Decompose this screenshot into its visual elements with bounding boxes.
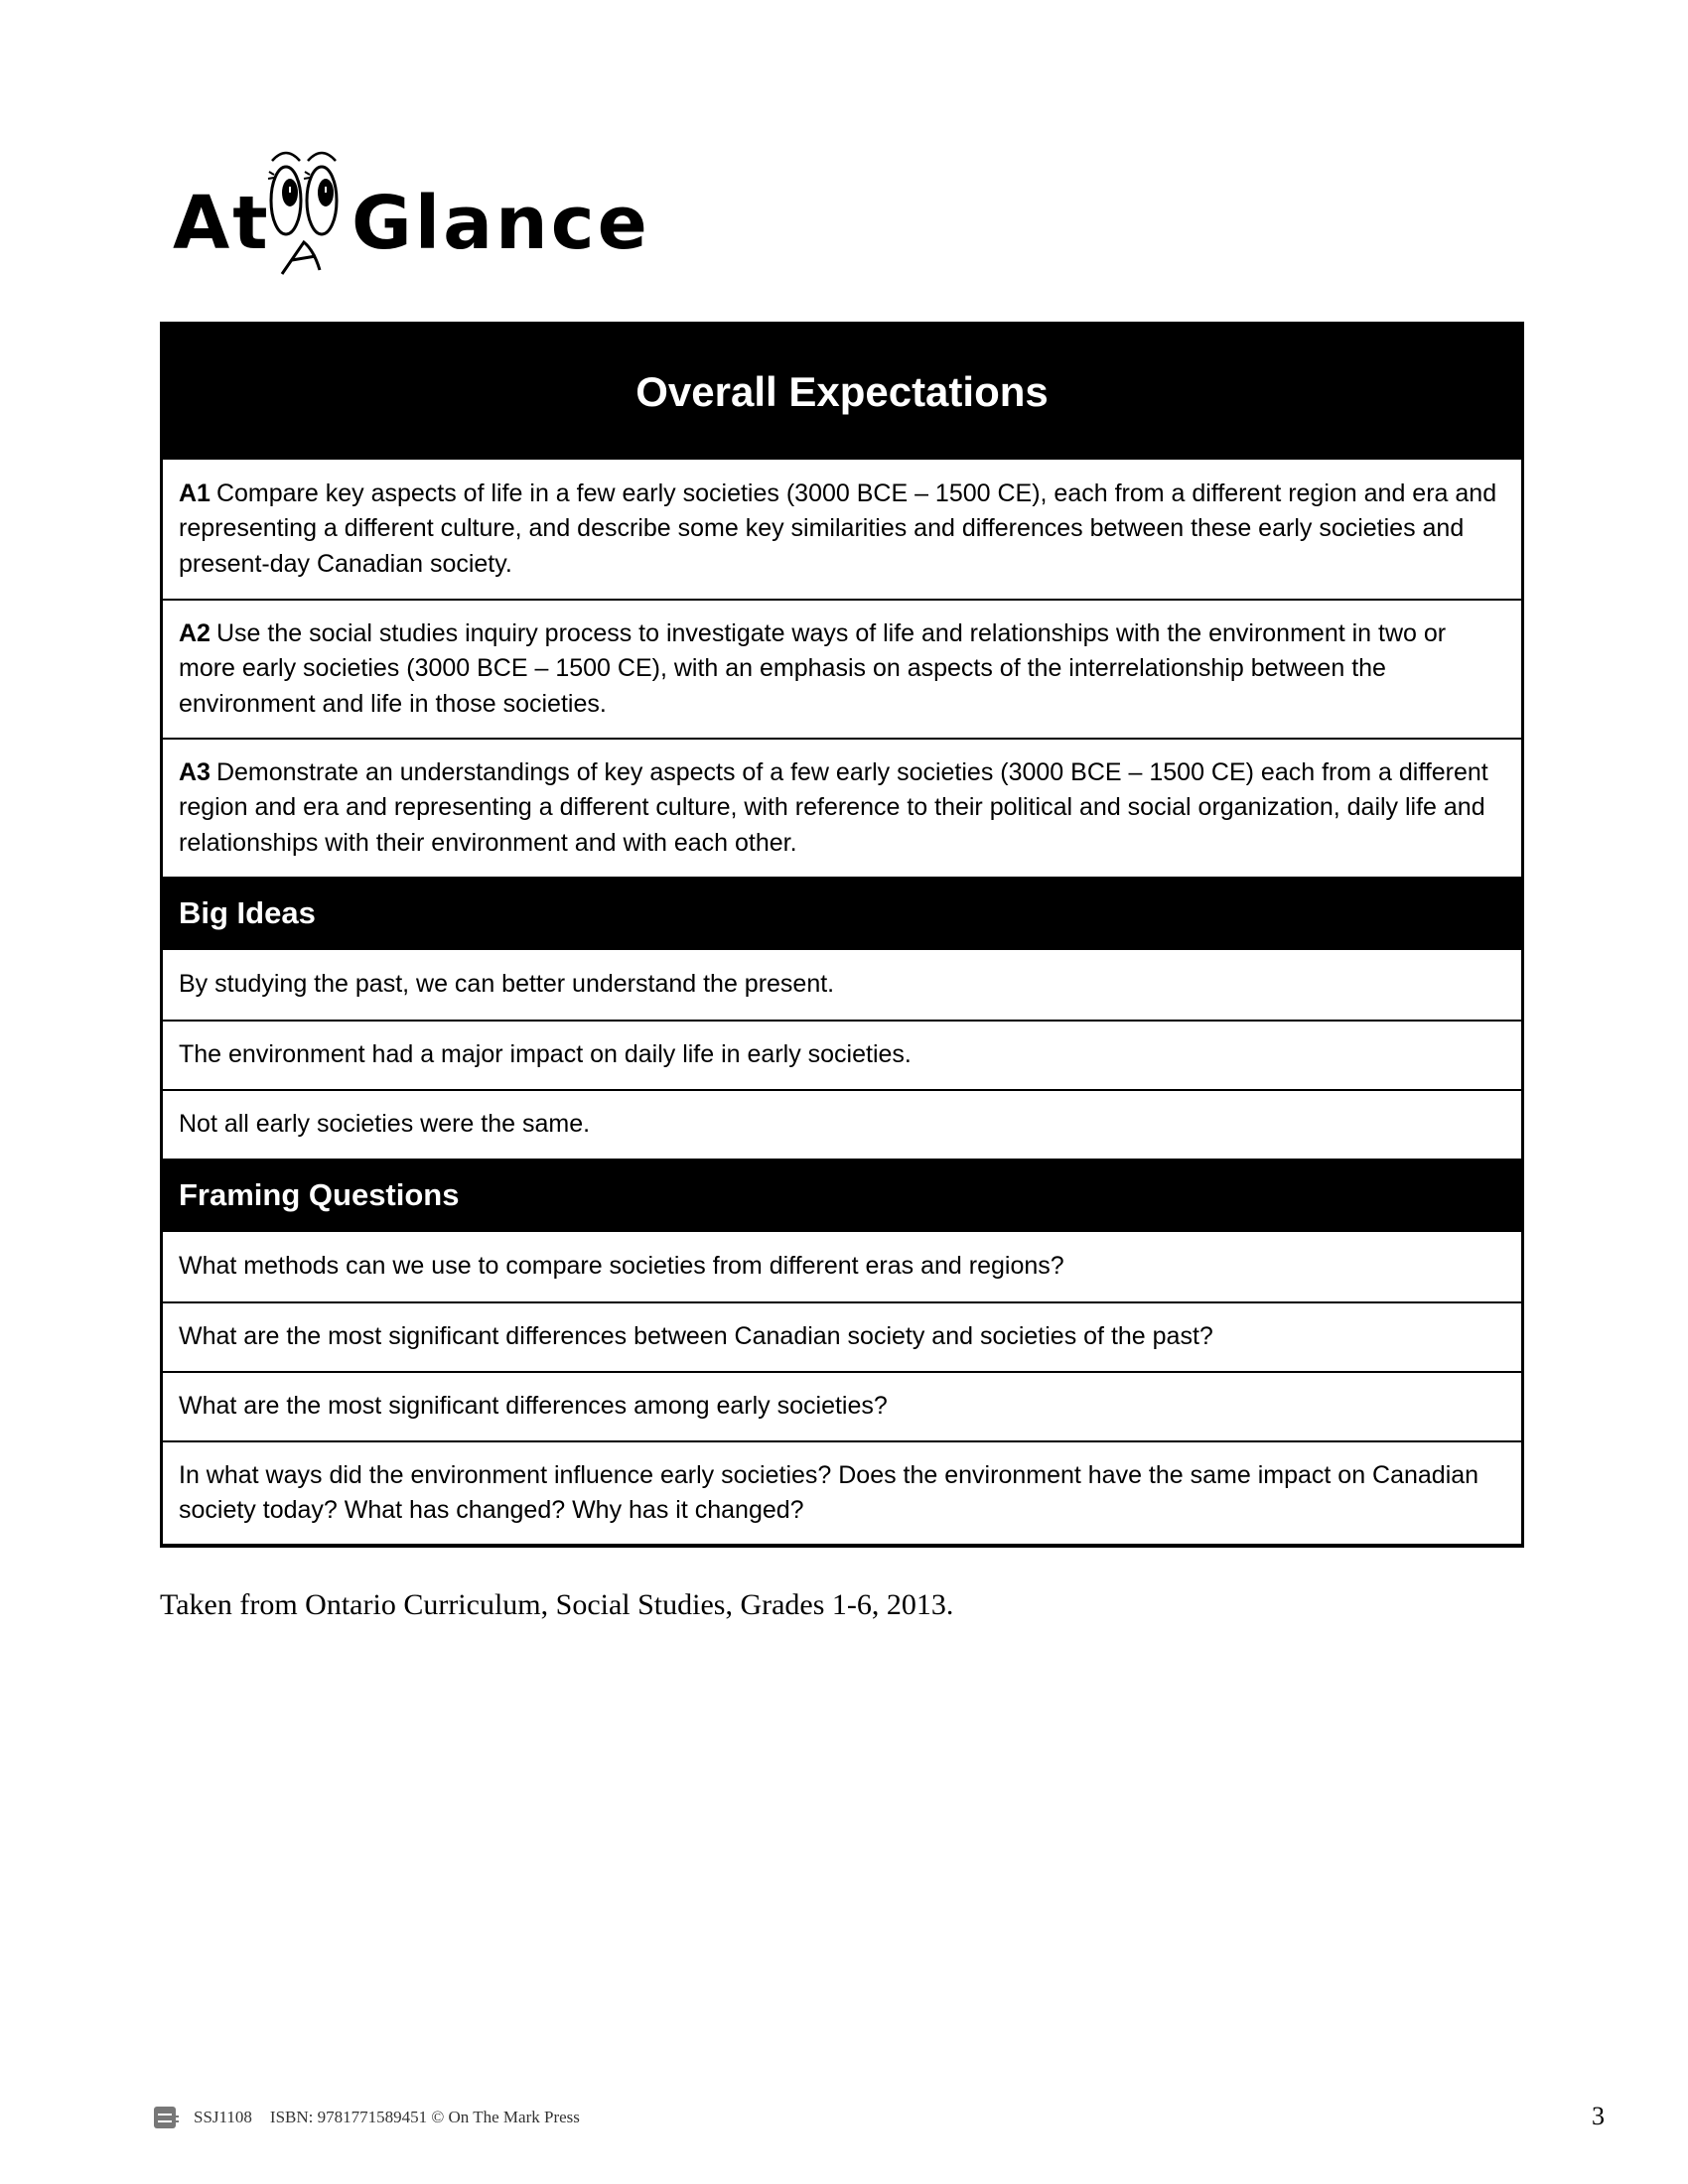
page-number: 3 xyxy=(1592,2102,1605,2130)
page-footer xyxy=(154,2107,580,2128)
framing-questions-header: Framing Questions xyxy=(163,1159,1521,1232)
expectation-code: A1 xyxy=(179,478,211,507)
cartoon-eyes-icon xyxy=(264,139,344,278)
framing-question-row: What are the most significant differences between Canadian society and societies of the past? xyxy=(163,1301,1521,1371)
framing-question-row: What methods can we use to compare societies from different eras and regions? xyxy=(179,1252,1064,1281)
expectation-code: A3 xyxy=(179,757,211,786)
expectation-row xyxy=(163,738,1521,877)
big-idea-row: The environment had a major impact on daily life in early societies. xyxy=(163,1020,1521,1089)
expectation-text: Use the social studies inquiry process to investigate ways of life and relationships with the environment in two or more early societies (3000 BCE – 1500 CE), with an emphasis on aspects of the interrelationship between the environment and life in those societies. xyxy=(179,618,1447,718)
source-note: Taken from Ontario Curriculum, Social Studies, Grades 1-6, 2013. xyxy=(160,1588,954,1621)
overall-expectations-header: Overall Expectations xyxy=(163,325,1521,460)
expectation-text: Demonstrate an understandings of key aspects of a few early societies (3000 BCE – 1500 CE) each from a different region and era and representing a different culture, with reference to their political and social organization, daily life and relationships with their environment and with each other. xyxy=(179,757,1488,857)
big-idea-row: Not all early societies were the same. xyxy=(163,1089,1521,1159)
at-a-glance-logo xyxy=(173,139,649,278)
book-stack-icon xyxy=(154,2107,180,2128)
curriculum-table xyxy=(160,322,1524,1548)
framing-question-row: What are the most significant differences among early societies? xyxy=(163,1371,1521,1440)
expectation-row xyxy=(163,599,1521,738)
logo-word-glance: Glance xyxy=(352,181,650,266)
product-code: SSJ1108 xyxy=(194,2108,252,2126)
expectation-code: A2 xyxy=(179,618,211,647)
framing-question-row: In what ways did the environment influence early societies? Does the environment have the same impact on Canadian society today? What has changed? Why has it changed? xyxy=(163,1440,1521,1544)
isbn-copyright: ISBN: 9781771589451 © On The Mark Press xyxy=(269,2108,580,2126)
expectation-text: Compare key aspects of life in a few early societies (3000 BCE – 1500 CE), each from a different region and era and representing a different culture, and describe some key similarities and differences between these early societies and present-day Canadian society. xyxy=(179,478,1497,578)
big-idea-row: By studying the past, we can better understand the present. xyxy=(179,970,835,999)
logo-word-at: At xyxy=(173,181,271,266)
big-ideas-header: Big Ideas xyxy=(163,877,1521,950)
expectation-row xyxy=(163,460,1521,599)
